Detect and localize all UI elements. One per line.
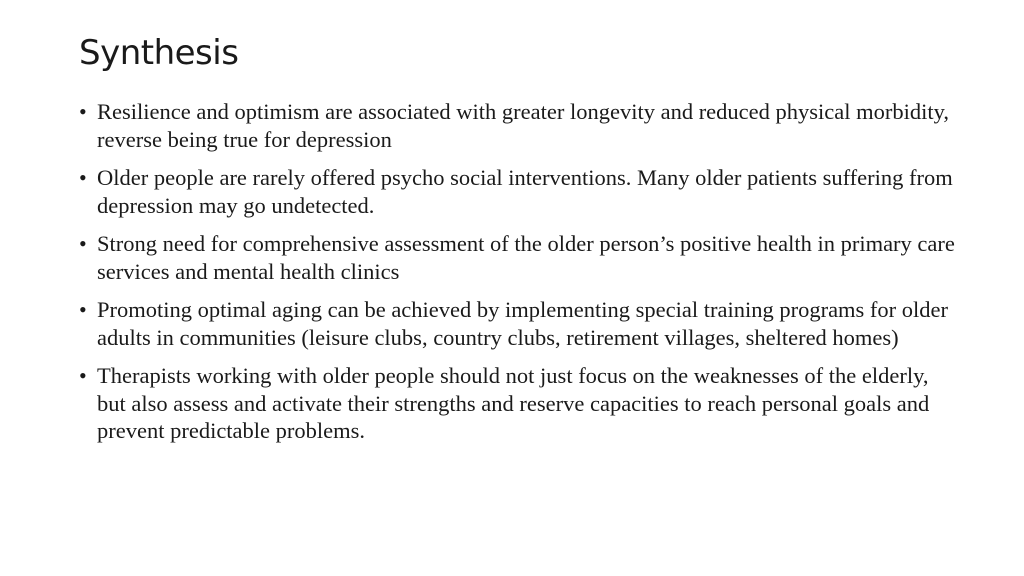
bullet-list bbox=[79, 98, 959, 456]
bullet-text: Resilience and optimism are associated with greater longevity and reduced physical morbidity, reverse being true for depression bbox=[97, 99, 950, 152]
bullet-item bbox=[79, 230, 959, 285]
bullet-text: Older people are rarely offered psycho social interventions. Many older patients suffering from depression may go undetected. bbox=[97, 165, 953, 218]
bullet-item bbox=[79, 296, 959, 351]
bullet-text: Therapists working with older people should not just focus on the weaknesses of the elderly, but also assess and activate their strengths and reserve capacities to reach personal goals and prevent predictable problems. bbox=[97, 363, 930, 443]
bullet-item bbox=[79, 164, 959, 219]
bullet-item bbox=[79, 362, 959, 445]
bullet-text: Strong need for comprehensive assessment of the older person’s positive health in primary care services and mental health clinics bbox=[97, 231, 955, 284]
bullet-marker: • bbox=[79, 165, 87, 190]
bullet-marker: • bbox=[79, 297, 87, 322]
slide-title: Synthesis bbox=[79, 33, 239, 73]
bullet-marker: • bbox=[79, 231, 87, 256]
bullet-marker: • bbox=[79, 99, 87, 124]
bullet-marker: • bbox=[79, 363, 87, 388]
bullet-item bbox=[79, 98, 959, 153]
bullet-text: Promoting optimal aging can be achieved by implementing special training programs for older adults in communities (leisure clubs, country clubs, retirement villages, sheltered homes) bbox=[97, 297, 949, 350]
